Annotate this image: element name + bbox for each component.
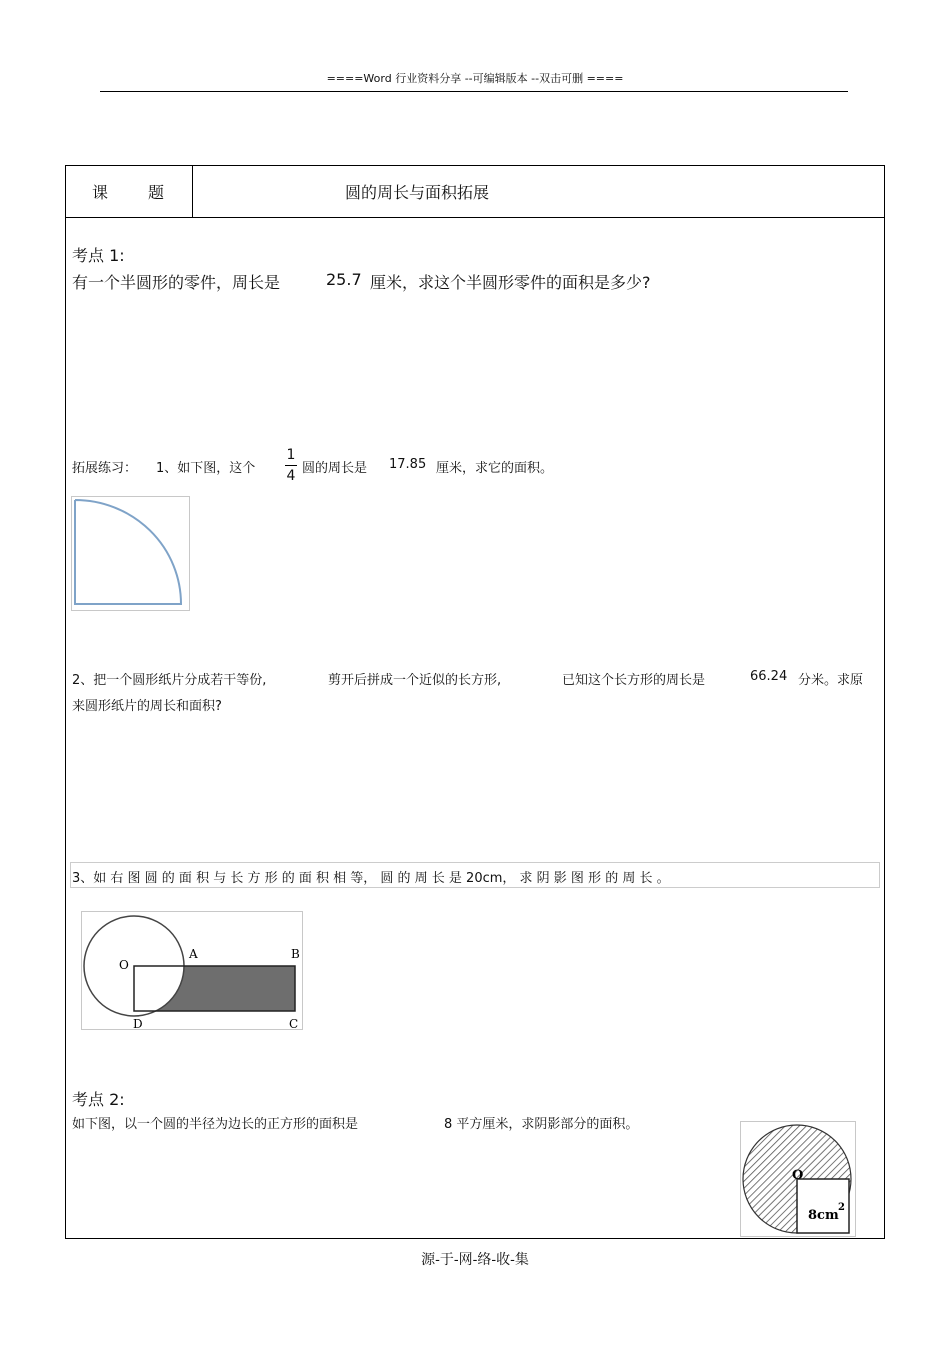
q2-seg1: 2、把一个圆形纸片分成若干等份,: [72, 673, 267, 688]
kaodian2-heading: 考点 2:: [72, 1090, 125, 1109]
square-area-superscript: 2: [838, 1202, 845, 1213]
kaodian2-part1: 如下图，以一个圆的半径为边长的正方形的面积是: [72, 1117, 359, 1132]
quarter-fraction: [285, 447, 297, 484]
q2-seg3: 已知这个长方形的周长是: [562, 673, 706, 688]
q2-seg2: 剪开后拼成一个近似的长方形,: [328, 673, 502, 688]
q2-seg4: 分米。求原: [798, 673, 864, 688]
center-o-label: O: [792, 1168, 804, 1183]
figure-border: [72, 497, 190, 611]
fraction-denominator: 4: [286, 468, 296, 484]
label-c: C: [289, 1017, 299, 1031]
table-column-divider: [192, 165, 193, 217]
kaodian1-question-part2: 厘米，求这个半圆形零件的面积是多少?: [370, 273, 651, 292]
q2-value: 66.24: [750, 669, 788, 684]
q3-text: 3、如 右 图 圆 的 面 积 与 长 方 形 的 面 积 相 等， 圆 的 周 长 是 20cm， 求 阴 影 图 形 的 周 长 。: [72, 871, 670, 886]
fraction-numerator: 1: [286, 447, 296, 463]
q2-line2: 来圆形纸片的周长和面积?: [72, 699, 222, 714]
practice1-value: 17.85: [389, 457, 427, 472]
table-row-divider: [65, 217, 885, 218]
label-d: D: [133, 1017, 143, 1031]
fraction-bar: [285, 465, 297, 466]
kaodian2-value: 8 平方厘米，求阴影部分的面积。: [444, 1117, 639, 1132]
page-footer: 源-于-网-络-收-集: [421, 1252, 529, 1268]
practice1-part3: 厘米，求它的面积。: [436, 461, 554, 476]
circle-square-figure: [740, 1121, 858, 1239]
kaodian1-question-part1: 有一个半圆形的零件，周长是: [72, 273, 281, 292]
label-o: O: [119, 958, 129, 972]
kaodian1-heading: 考点 1:: [72, 246, 125, 265]
label-a: A: [189, 947, 198, 961]
square-area-label: 8cm: [808, 1208, 839, 1223]
quarter-circle-figure: [71, 496, 191, 612]
practice1-part1: 1、如下图，这个: [156, 461, 256, 476]
kaodian1-question-value: 25.7: [326, 270, 362, 289]
label-ti: 题: [148, 183, 165, 202]
circle-rectangle-figure: [81, 911, 305, 1033]
page-header: ====Word 行业资料分享 --可编辑版本 --双击可删 ====: [326, 72, 624, 85]
practice-prefix: 拓展练习：: [72, 461, 138, 476]
lesson-title: 圆的周长与面积拓展: [345, 183, 490, 202]
header-rule: [100, 91, 848, 92]
label-b: B: [291, 947, 300, 961]
practice1-part2: 圆的周长是: [302, 461, 368, 476]
label-ke: 课: [92, 183, 109, 202]
